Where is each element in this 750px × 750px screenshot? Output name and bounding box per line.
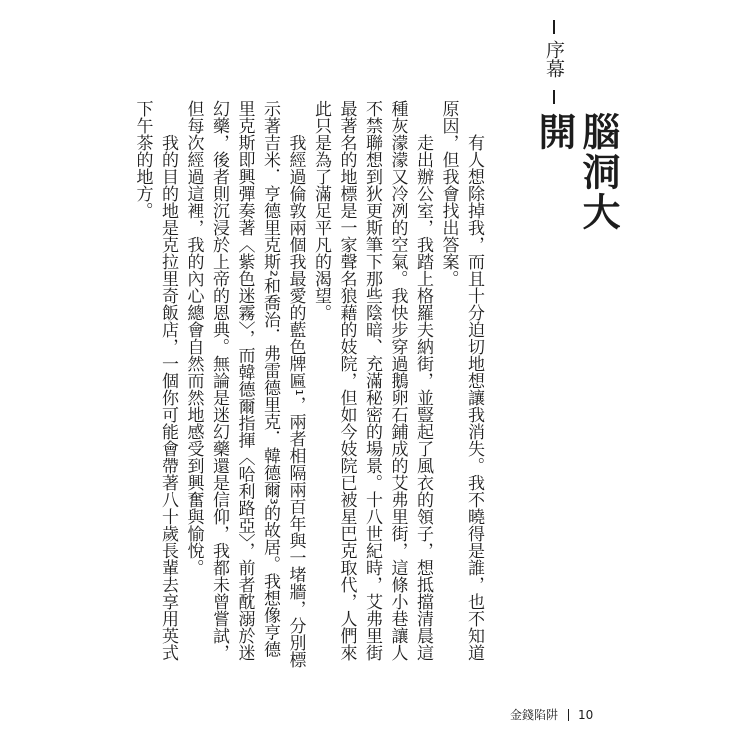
body-text	[132, 100, 486, 670]
running-title: 金錢陷阱	[510, 708, 559, 722]
paragraph-4: 我的目的地是克拉里奇飯店，一個你可能會帶著八十歲長輩去享用英式下午茶的地方。	[132, 100, 178, 661]
paragraph-3: 我經過倫敦兩個我最愛的藍色牌匾¹，兩者相隔兩百年與一堵牆，分別標示著吉米．亨德里克斯²和喬治．弗雷德里克．韓德爾³的故居。我想像亨德里克斯即興彈奏著〈紫色迷霧〉，而韓德爾指揮〈哈利路亞〉，前者酖溺於迷幻藥，後者則沉浸於上帝的恩典。無論是迷幻藥還是信仰，我都未曾嘗試，但每次經過這裡，我的內心總會自然而然地感受到興奮與愉悅。	[183, 100, 306, 668]
heading-bar-bottom	[553, 90, 555, 104]
chapter-heading	[528, 34, 620, 244]
section-label: 序幕	[543, 40, 565, 78]
footer-divider	[568, 709, 569, 721]
paragraph-1: 有人想除掉我，而且十分迫切地想讓我消失。我不曉得是誰，也不知道原因，但我會找出答案。	[438, 100, 484, 661]
heading-bar-top	[553, 20, 555, 34]
page-number: 10	[578, 708, 594, 722]
chapter-title: 腦洞大開	[532, 112, 620, 232]
paragraph-2: 走出辦公室，我踏上格羅夫納街，並豎起了風衣的領子，想抵擋清晨這種灰濛濛又冷冽的空氣。我快步穿過鵝卵石鋪成的艾弗里街，這條小巷讓人不禁聯想到狄更斯筆下那些陰暗、充滿秘密的場景。十八世紀時，艾弗里街最著名的地標是一家聲名狼藉的妓院，但如今妓院已被星巴克取代，人們來此只是為了滿足平凡的渴望。	[311, 100, 433, 661]
